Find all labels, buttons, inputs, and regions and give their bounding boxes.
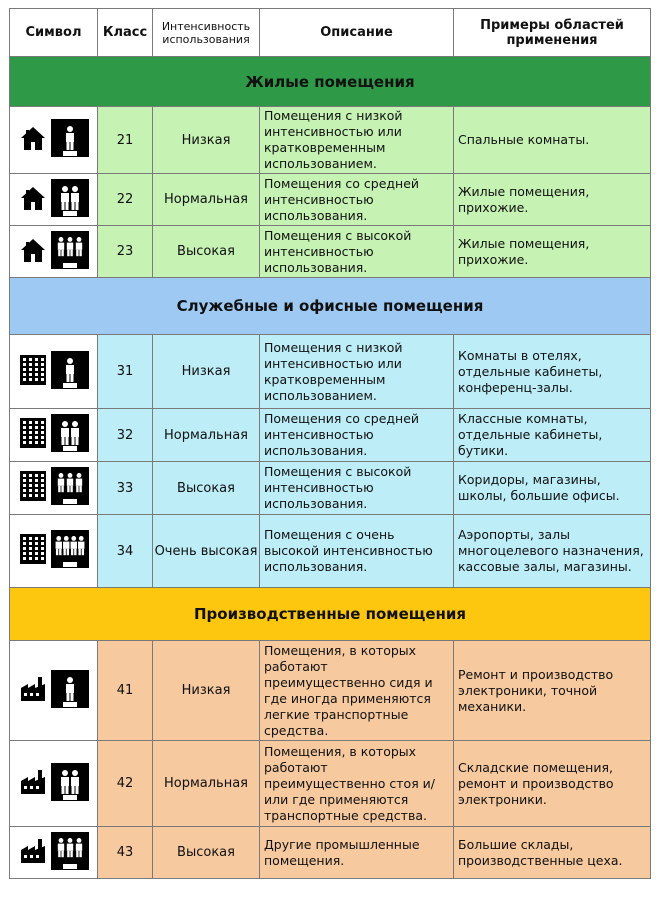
symbol-cell	[10, 409, 98, 462]
symbol-cell	[10, 641, 98, 741]
people-icon	[51, 763, 89, 805]
house-icon	[18, 235, 48, 269]
people-icon	[51, 530, 89, 572]
intensity-cell: Высокая	[153, 226, 260, 278]
house-icon	[18, 183, 48, 217]
examples-cell: Аэропорты, залы многоцелевого назначения, кассовые залы, магазины.	[454, 515, 651, 588]
symbol-cell	[10, 515, 98, 588]
examples-cell: Ремонт и производство электроники, точной механики.	[454, 641, 651, 741]
header-class: Класс	[98, 9, 153, 57]
symbol-cell	[10, 226, 98, 278]
section-title: Производственные помещения	[10, 588, 651, 641]
class-cell: 43	[98, 827, 153, 879]
examples-cell: Жилые помещения, прихожие.	[454, 174, 651, 226]
description-cell: Помещения со средней интенсивностью использования.	[260, 409, 454, 462]
factory-icon	[18, 767, 48, 801]
intensity-cell: Высокая	[153, 462, 260, 515]
people-icon	[51, 832, 89, 874]
section-row	[10, 278, 651, 335]
examples-cell: Спальные комнаты.	[454, 107, 651, 174]
description-cell: Помещения, в которых работают преимущественно стоя и/или где применяются транспортные средства.	[260, 741, 454, 827]
classification-table	[9, 8, 651, 879]
table-row	[10, 827, 651, 879]
class-cell: 33	[98, 462, 153, 515]
section-row	[10, 57, 651, 107]
people-icon	[51, 179, 89, 221]
symbol-cell	[10, 741, 98, 827]
table-row	[10, 226, 651, 278]
class-cell: 22	[98, 174, 153, 226]
intensity-cell: Нормальная	[153, 741, 260, 827]
intensity-cell: Очень высокая	[153, 515, 260, 588]
symbol-cell	[10, 174, 98, 226]
office-building-icon	[18, 353, 48, 391]
factory-icon	[18, 836, 48, 870]
class-cell: 41	[98, 641, 153, 741]
header-description: Описание	[260, 9, 454, 57]
intensity-cell: Низкая	[153, 335, 260, 409]
intensity-cell: Нормальная	[153, 409, 260, 462]
symbol-cell	[10, 827, 98, 879]
examples-cell: Классные комнаты, отдельные кабинеты, бутики.	[454, 409, 651, 462]
office-building-icon	[18, 469, 48, 507]
class-cell: 21	[98, 107, 153, 174]
description-cell: Другие промышленные помещения.	[260, 827, 454, 879]
class-cell: 31	[98, 335, 153, 409]
people-icon	[51, 467, 89, 509]
people-icon	[51, 414, 89, 456]
class-cell: 23	[98, 226, 153, 278]
people-icon	[51, 670, 89, 712]
description-cell: Помещения со средней интенсивностью использования.	[260, 174, 454, 226]
people-icon	[51, 351, 89, 393]
section-row	[10, 588, 651, 641]
examples-cell: Большие склады, производственные цеха.	[454, 827, 651, 879]
examples-cell: Жилые помещения, прихожие.	[454, 226, 651, 278]
intensity-cell: Низкая	[153, 107, 260, 174]
table-row	[10, 515, 651, 588]
table-row	[10, 641, 651, 741]
examples-cell: Складские помещения, ремонт и производство электроники.	[454, 741, 651, 827]
factory-icon	[18, 674, 48, 708]
symbol-cell	[10, 107, 98, 174]
house-icon	[18, 123, 48, 157]
header-intensity: Интенсивность использования	[153, 9, 260, 57]
office-building-icon	[18, 532, 48, 570]
people-icon	[51, 231, 89, 273]
class-cell: 32	[98, 409, 153, 462]
description-cell: Помещения с низкой интенсивностью или кратковременным использованием.	[260, 335, 454, 409]
header-row	[10, 9, 651, 57]
header-examples: Примеры областей применения	[454, 9, 651, 57]
symbol-cell	[10, 462, 98, 515]
class-cell: 42	[98, 741, 153, 827]
examples-cell: Коридоры, магазины, школы, большие офисы.	[454, 462, 651, 515]
class-cell: 34	[98, 515, 153, 588]
section-title: Служебные и офисные помещения	[10, 278, 651, 335]
office-building-icon	[18, 416, 48, 454]
people-icon	[51, 119, 89, 161]
description-cell: Помещения с высокой интенсивностью использования.	[260, 226, 454, 278]
table-row	[10, 462, 651, 515]
symbol-cell	[10, 335, 98, 409]
examples-cell: Комнаты в отелях, отдельные кабинеты, конференц-залы.	[454, 335, 651, 409]
table-row	[10, 335, 651, 409]
description-cell: Помещения с очень высокой интенсивностью использования.	[260, 515, 454, 588]
section-title: Жилые помещения	[10, 57, 651, 107]
intensity-cell: Высокая	[153, 827, 260, 879]
table-row	[10, 107, 651, 174]
intensity-cell: Низкая	[153, 641, 260, 741]
table-row	[10, 174, 651, 226]
table-row	[10, 741, 651, 827]
table-row	[10, 409, 651, 462]
header-symbol: Символ	[10, 9, 98, 57]
description-cell: Помещения, в которых работают преимущественно сидя и где иногда применяются легкие транспортные средства.	[260, 641, 454, 741]
intensity-cell: Нормальная	[153, 174, 260, 226]
description-cell: Помещения с низкой интенсивностью или кратковременным использованием.	[260, 107, 454, 174]
description-cell: Помещения с высокой интенсивностью использования.	[260, 462, 454, 515]
